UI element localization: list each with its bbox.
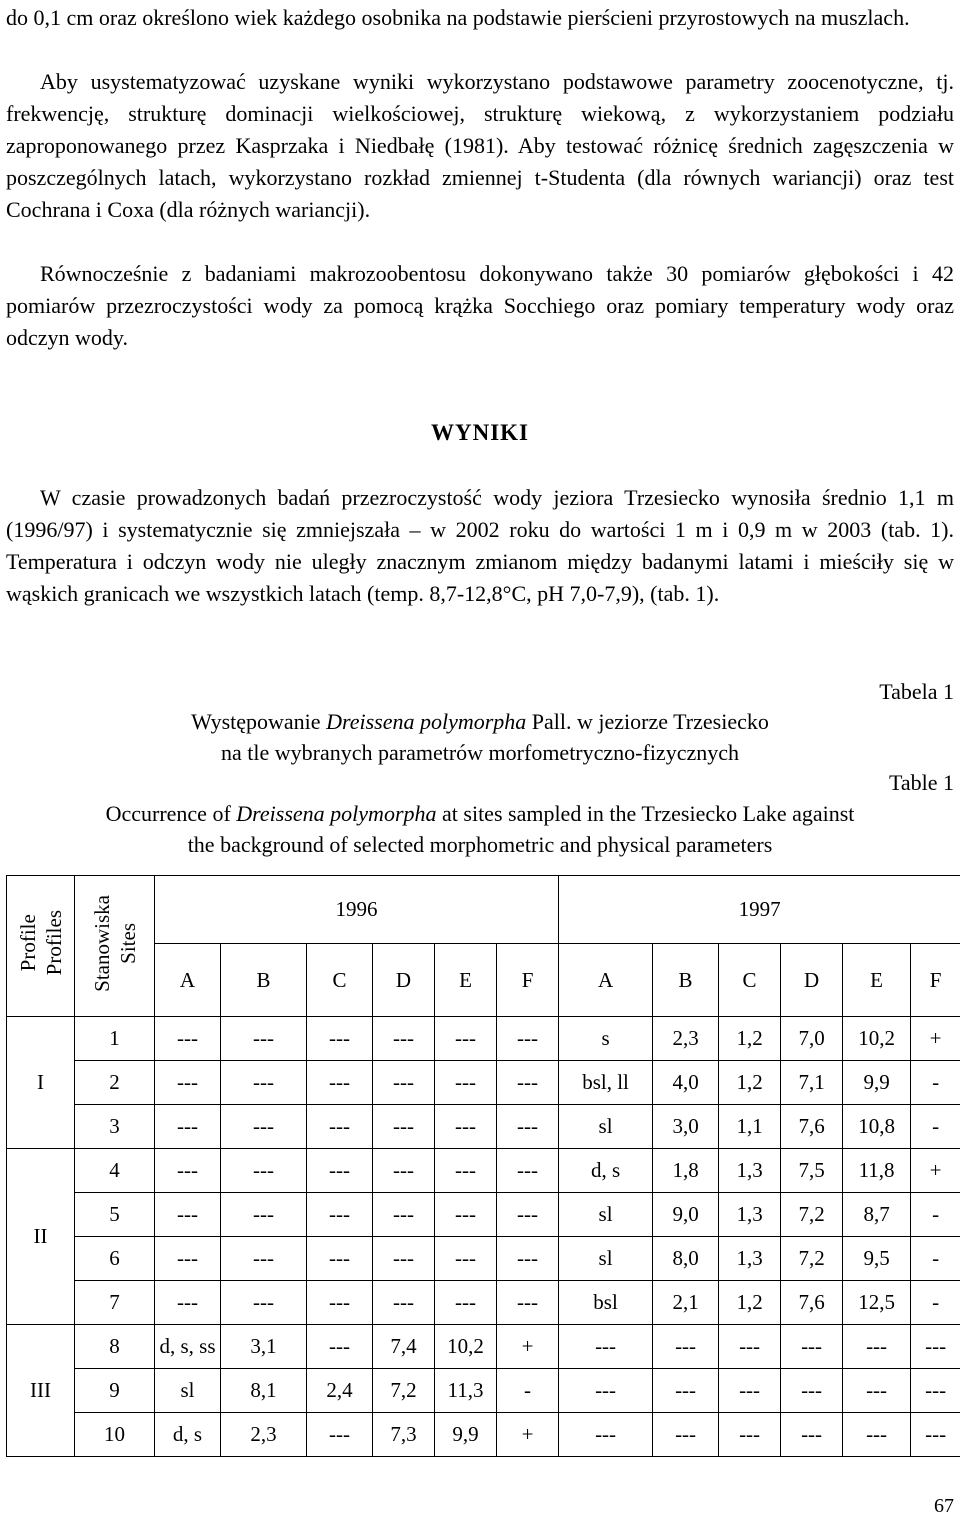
table-cell: ---: [559, 1369, 653, 1413]
table-cell: 4,0: [653, 1061, 719, 1105]
site-cell: 7: [75, 1281, 155, 1325]
site-cell: 8: [75, 1325, 155, 1369]
data-table: [6, 875, 960, 1457]
table-cell: ---: [781, 1369, 843, 1413]
table-cell: 1,8: [653, 1149, 719, 1193]
table-cell: ---: [843, 1369, 911, 1413]
table-cell: ---: [155, 1281, 221, 1325]
header-param: A: [559, 944, 653, 1017]
table-cell: -: [911, 1061, 960, 1105]
table-cell: d, s: [155, 1413, 221, 1457]
header-param: C: [719, 944, 781, 1017]
table-cell: ---: [155, 1149, 221, 1193]
table-cell: 8,0: [653, 1237, 719, 1281]
profile-cell: I: [7, 1017, 75, 1149]
table-cell: ---: [719, 1325, 781, 1369]
table-cell: ---: [497, 1105, 559, 1149]
caption-pl-line2: na tle wybranych parametrów morfometryczno-fizycznych: [221, 740, 739, 765]
site-cell: 4: [75, 1149, 155, 1193]
table-cell: ---: [497, 1281, 559, 1325]
header-param: F: [497, 944, 559, 1017]
table-cell: 7,6: [781, 1105, 843, 1149]
table-cell: -: [911, 1193, 960, 1237]
table-cell: +: [497, 1413, 559, 1457]
table-cell: ---: [911, 1413, 960, 1457]
table-cell: ---: [373, 1105, 435, 1149]
table-row: [7, 1281, 960, 1325]
table-cell: ---: [155, 1193, 221, 1237]
table-cell: 7,6: [781, 1281, 843, 1325]
table-cell: ---: [307, 1193, 373, 1237]
site-cell: 3: [75, 1105, 155, 1149]
species-name: Dreissena polymorpha: [326, 709, 527, 734]
caption-en-line1: Occurrence of Dreissena polymorpha at sites sampled in the Trzesiecko Lake against: [105, 801, 855, 826]
site-cell: 6: [75, 1237, 155, 1281]
table-cell: ---: [781, 1413, 843, 1457]
section-heading: WYNIKI: [430, 420, 529, 445]
site-cell: 10: [75, 1413, 155, 1457]
table-cell: ---: [911, 1369, 960, 1413]
table-cell: 1,3: [719, 1237, 781, 1281]
table-cell: ---: [307, 1017, 373, 1061]
caption-pl-line1: Występowanie Dreissena polymorpha Pall. w jeziorze Trzesiecko: [191, 709, 769, 734]
table-cell: sl: [559, 1105, 653, 1149]
table-cell: ---: [221, 1149, 307, 1193]
table-cell: +: [911, 1149, 960, 1193]
table-cell: 8,1: [221, 1369, 307, 1413]
table-cell: ---: [155, 1017, 221, 1061]
table-cell: 8,7: [843, 1193, 911, 1237]
table-cell: 3,0: [653, 1105, 719, 1149]
table-cell: ---: [435, 1105, 497, 1149]
table-cell: 11,3: [435, 1369, 497, 1413]
profile-cell: III: [7, 1325, 75, 1457]
table-cell: s: [559, 1017, 653, 1061]
table-cell: ---: [653, 1369, 719, 1413]
table-cell: ---: [435, 1017, 497, 1061]
table-cell: ---: [497, 1061, 559, 1105]
table-cell: 9,0: [653, 1193, 719, 1237]
paragraph-intro: do 0,1 cm oraz określono wiek każdego osobnika na podstawie pierścieni przyrostowych na muszlach.: [6, 5, 910, 30]
table-cell: +: [497, 1325, 559, 1369]
table-cell: 10,8: [843, 1105, 911, 1149]
table-cell: ---: [221, 1017, 307, 1061]
table-cell: ---: [155, 1237, 221, 1281]
table-cell: ---: [221, 1281, 307, 1325]
table-cell: ---: [911, 1325, 960, 1369]
table-cell: 1,3: [719, 1193, 781, 1237]
table-row: [7, 1325, 960, 1369]
table-row: [7, 1061, 960, 1105]
table-cell: ---: [221, 1193, 307, 1237]
table-cell: 7,2: [373, 1369, 435, 1413]
site-cell: 1: [75, 1017, 155, 1061]
header-param: D: [373, 944, 435, 1017]
table-cell: +: [911, 1017, 960, 1061]
table-cell: bsl, ll: [559, 1061, 653, 1105]
table-cell: 1,1: [719, 1105, 781, 1149]
table-cell: 7,2: [781, 1237, 843, 1281]
header-param: B: [653, 944, 719, 1017]
table-cell: 9,9: [435, 1413, 497, 1457]
table-cell: ---: [497, 1017, 559, 1061]
table-cell: 3,1: [221, 1325, 307, 1369]
header-param: B: [221, 944, 307, 1017]
table-cell: ---: [307, 1281, 373, 1325]
table-label-pl: Tabela 1: [879, 679, 954, 704]
table-cell: ---: [307, 1413, 373, 1457]
table-cell: ---: [373, 1149, 435, 1193]
table-cell: ---: [653, 1325, 719, 1369]
table-cell: 11,8: [843, 1149, 911, 1193]
table-cell: sl: [559, 1193, 653, 1237]
table-cell: ---: [435, 1193, 497, 1237]
table-row: [7, 1413, 960, 1457]
table-row: [7, 1017, 960, 1061]
table-row: [7, 1193, 960, 1237]
table-cell: -: [911, 1237, 960, 1281]
table-cell: ---: [373, 1193, 435, 1237]
species-name-en: Dreissena polymorpha: [236, 801, 437, 826]
header-param: C: [307, 944, 373, 1017]
table-cell: 7,5: [781, 1149, 843, 1193]
table-cell: ---: [435, 1149, 497, 1193]
table-cell: ---: [373, 1281, 435, 1325]
table-row: [7, 1237, 960, 1281]
page-number: 67: [934, 1495, 954, 1517]
table-cell: 1,2: [719, 1017, 781, 1061]
table-cell: ---: [843, 1325, 911, 1369]
table-cell: ---: [653, 1413, 719, 1457]
caption-en-line2: the background of selected morphometric and physical parameters: [187, 832, 773, 857]
table-cell: 7,0: [781, 1017, 843, 1061]
table-cell: -: [911, 1281, 960, 1325]
table-cell: ---: [435, 1237, 497, 1281]
table-cell: 9,9: [843, 1061, 911, 1105]
table-cell: ---: [559, 1325, 653, 1369]
header-year-1997: 1997: [559, 876, 960, 944]
site-cell: 5: [75, 1193, 155, 1237]
table-cell: ---: [307, 1237, 373, 1281]
paragraph-methods: Aby usystematyzować uzyskane wyniki wykorzystano podstawowe parametry zoocenotyczne, tj. frekwencję, strukturę dominacji wielkościowej, strukturę wiekową, z wykorzystaniem podziału zaproponowanego przez Kasprzaka i Niedbałę (1981). Aby testować różnicę średnich zagęszczenia w poszczególnych latach, wykorzystano rozkład zmiennej t-Studenta (dla równych wariancji) oraz test Cochrana i Coxa (dla różnych wariancji).: [6, 69, 954, 222]
table-cell: 1,2: [719, 1281, 781, 1325]
table-cell: 10,2: [843, 1017, 911, 1061]
table-cell: ---: [307, 1105, 373, 1149]
header-param: D: [781, 944, 843, 1017]
table-row: [7, 1149, 960, 1193]
table-cell: 1,3: [719, 1149, 781, 1193]
table-cell: ---: [373, 1061, 435, 1105]
table-cell: 7,4: [373, 1325, 435, 1369]
header-sites: Stanowiska Sites: [75, 876, 155, 1017]
header-year-1996: 1996: [155, 876, 559, 944]
header-param: A: [155, 944, 221, 1017]
table-cell: ---: [497, 1193, 559, 1237]
table-cell: ---: [435, 1061, 497, 1105]
table-cell: ---: [719, 1413, 781, 1457]
paragraph-results: W czasie prowadzonych badań przezroczystość wody jeziora Trzesiecko wynosiła średnio 1,1 m (1996/97) i systematycznie się zmniejszała – w 2002 roku do wartości 1 m i 0,9 m w 2003 (tab. 1). Temperatura i odczyn wody nie uległy znacznym zmianom między badanymi latami i mieściły się w wąskich granicach we wszystkich latach (temp. 8,7-12,8°C, pH 7,0-7,9), (tab. 1).: [6, 485, 954, 606]
table-label-en: Table 1: [888, 770, 954, 795]
table-cell: ---: [559, 1413, 653, 1457]
table-cell: 7,2: [781, 1193, 843, 1237]
table-cell: 9,5: [843, 1237, 911, 1281]
table-cell: ---: [307, 1325, 373, 1369]
table-cell: ---: [435, 1281, 497, 1325]
table-cell: ---: [373, 1017, 435, 1061]
header-param: E: [435, 944, 497, 1017]
site-cell: 2: [75, 1061, 155, 1105]
table-cell: bsl: [559, 1281, 653, 1325]
table-cell: ---: [307, 1061, 373, 1105]
table-cell: d, s: [559, 1149, 653, 1193]
table-cell: ---: [781, 1325, 843, 1369]
table-cell: 12,5: [843, 1281, 911, 1325]
paragraph-measurements: Równocześnie z badaniami makrozoobentosu dokonywano także 30 pomiarów głębokości i 42 pomiarów przezroczystości wody za pomocą krążka Socchiego oraz pomiary temperatury wody oraz odczyn wody.: [6, 261, 954, 350]
table-cell: sl: [155, 1369, 221, 1413]
table-cell: ---: [221, 1237, 307, 1281]
table-cell: ---: [221, 1105, 307, 1149]
table-cell: 2,3: [221, 1413, 307, 1457]
site-cell: 9: [75, 1369, 155, 1413]
table-cell: sl: [559, 1237, 653, 1281]
table-cell: ---: [155, 1105, 221, 1149]
table-cell: -: [911, 1105, 960, 1149]
table-cell: 2,1: [653, 1281, 719, 1325]
table-cell: 7,3: [373, 1413, 435, 1457]
table-row: [7, 1369, 960, 1413]
table-cell: ---: [373, 1237, 435, 1281]
header-param: F: [911, 944, 960, 1017]
table-cell: 2,4: [307, 1369, 373, 1413]
header-profile: Profile Profiles: [7, 876, 75, 1017]
table-cell: ---: [221, 1061, 307, 1105]
table-cell: ---: [497, 1237, 559, 1281]
table-row: [7, 1105, 960, 1149]
table-cell: -: [497, 1369, 559, 1413]
table-cell: 1,2: [719, 1061, 781, 1105]
table-cell: ---: [307, 1149, 373, 1193]
table-cell: 10,2: [435, 1325, 497, 1369]
table-cell: d, s, ss: [155, 1325, 221, 1369]
table-cell: ---: [843, 1413, 911, 1457]
table-cell: ---: [497, 1149, 559, 1193]
table-cell: 7,1: [781, 1061, 843, 1105]
profile-cell: II: [7, 1149, 75, 1325]
table-cell: 2,3: [653, 1017, 719, 1061]
table-cell: ---: [719, 1369, 781, 1413]
header-param: E: [843, 944, 911, 1017]
table-cell: ---: [155, 1061, 221, 1105]
